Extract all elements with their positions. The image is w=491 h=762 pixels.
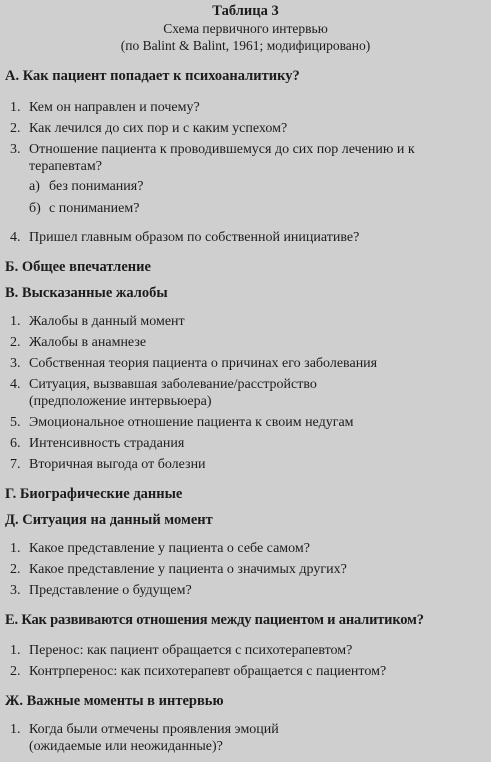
sub-item-text: без понимания?: [49, 179, 144, 194]
item-number: 3.: [10, 583, 21, 598]
section-title: Как развиваются отношения между пациентом и аналитиком?: [21, 612, 424, 628]
item-number: 7.: [10, 457, 21, 472]
section-heading-zh: [5, 692, 489, 710]
item-number: 1.: [10, 643, 21, 658]
section-heading-a: [5, 67, 489, 85]
section-title: Биографические данные: [19, 486, 183, 502]
list-item: [10, 541, 473, 558]
section-heading-e: [5, 611, 489, 629]
item-number: 4.: [10, 230, 21, 245]
item-number: 3.: [10, 356, 21, 371]
list-item: [10, 415, 489, 432]
item-number: 3.: [10, 142, 21, 157]
list-item: [10, 335, 473, 352]
item-number: 1.: [10, 722, 21, 737]
table-header: [0, 0, 491, 54]
item-number: 2.: [10, 562, 21, 577]
list-item: [10, 664, 489, 681]
item-text: Вторичная выгода от болезни: [29, 457, 206, 472]
item-number: 1.: [10, 314, 21, 329]
item-number: 2.: [10, 335, 21, 350]
list-item: [10, 121, 473, 138]
sub-item-text: с пониманием?: [49, 201, 140, 216]
item-text: Когда были отмечены проявления эмоций (ожидаемые или неожиданные)?: [29, 722, 279, 754]
list-item: [10, 643, 489, 660]
item-number: 2.: [10, 664, 21, 679]
section-letter: А.: [5, 68, 20, 84]
list-item: [10, 377, 391, 410]
table-title: Таблица 3: [212, 3, 279, 19]
section-letter: Д.: [5, 512, 19, 528]
section-title: Высказанные жалобы: [21, 285, 168, 301]
item-text: Какое представление у пациента о себе самом?: [29, 541, 310, 556]
sub-item: [29, 201, 473, 218]
section-letter: Е.: [5, 612, 18, 628]
list-item: [10, 100, 473, 117]
item-number: 1.: [10, 541, 21, 556]
item-text: Ситуация, вызвавшая заболевание/расстройство (предположение интервьюера): [29, 377, 317, 409]
section-letter: Б.: [5, 259, 19, 275]
list-item: [10, 142, 467, 175]
section-title: Общее впечатление: [21, 259, 151, 275]
section-heading-d: [5, 511, 489, 529]
item-number: 2.: [10, 121, 21, 136]
table-subtitle: Схема первичного интервью: [163, 21, 328, 36]
section-heading-g: [5, 485, 489, 503]
section-title: Ситуация на данный момент: [22, 512, 213, 528]
item-text: Как лечился до сих пор и с каким успехом?: [29, 121, 288, 136]
section-heading-b: [5, 258, 489, 276]
item-text: Представление о будущем?: [29, 583, 192, 598]
table-source: (по Balint & Balint, 1961; модифицировано): [120, 38, 371, 53]
item-text: Собственная теория пациента о причинах его заболевания: [29, 356, 378, 371]
item-text: Перенос: как пациент обращается с психотерапевтом?: [29, 643, 353, 658]
item-text: Контрперенос: как психотерапевт обращается с пациентом?: [29, 664, 387, 679]
item-text: Интенсивность страдания: [29, 436, 185, 451]
sub-item-marker: б): [29, 201, 41, 216]
section-title: Важные моменты в интервью: [26, 693, 224, 709]
item-text: Пришел главным образом по собственной инициативе?: [29, 230, 360, 245]
list-item: [10, 356, 489, 373]
list-item: [10, 230, 473, 247]
item-text: Жалобы в данный момент: [29, 314, 185, 329]
list-item: [10, 457, 473, 474]
section-letter: В.: [5, 285, 19, 301]
list-item: [10, 722, 351, 755]
list-item: [10, 436, 473, 453]
item-number: 1.: [10, 100, 21, 115]
list-item: [10, 583, 473, 600]
item-text: Какое представление у пациента о значимых других?: [29, 562, 347, 577]
item-text: Отношение пациента к проводившемуся до сих пор лечению и к терапевтам?: [29, 142, 415, 174]
section-heading-v: [5, 284, 489, 302]
item-number: 5.: [10, 415, 21, 430]
list-item: [10, 314, 473, 331]
item-number: 4.: [10, 377, 21, 392]
item-text: Кем он направлен и почему?: [29, 100, 200, 115]
section-letter: Ж.: [5, 693, 23, 709]
item-number: 6.: [10, 436, 21, 451]
section-letter: Г.: [5, 486, 17, 502]
sub-item: [29, 179, 473, 196]
item-text: Эмоциональное отношение пациента к своим недугам: [29, 415, 354, 430]
section-title: Как пациент попадает к психоаналитику?: [22, 68, 300, 84]
item-text: Жалобы в анамнезе: [29, 335, 147, 350]
list-item: [10, 562, 473, 579]
sub-item-marker: а): [29, 179, 40, 194]
